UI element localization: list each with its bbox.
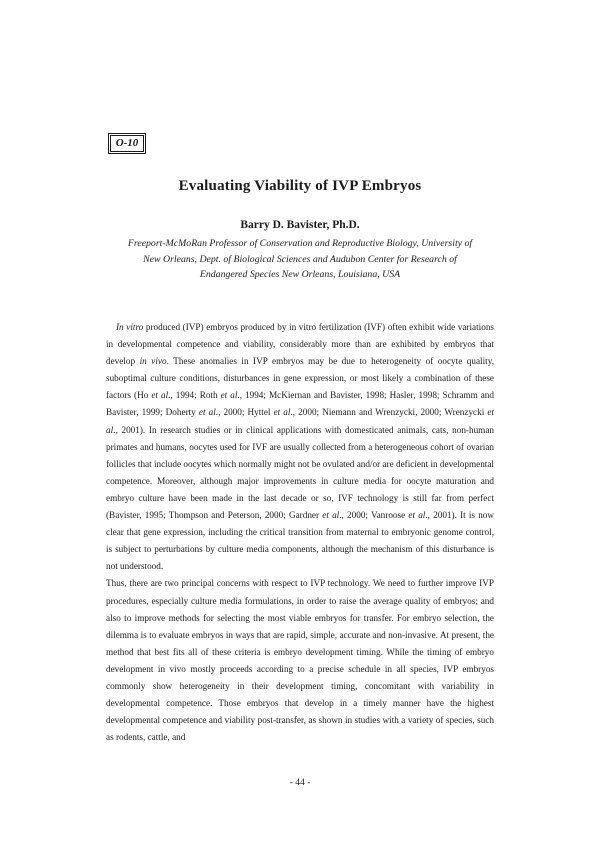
author-affiliation: [110, 236, 490, 283]
affiliation-line: Endangered Species New Orleans, Louisiana, USA: [199, 269, 401, 280]
italic-text-run: et al: [408, 510, 426, 521]
text-run: produced (IVP) embryos produced by in vitro fertilization (IVF) often exhibit wide variations in developmental competence and viability, considerably more than are exhibited by embryos that develop: [106, 322, 494, 367]
italic-text-run: et al: [106, 407, 495, 435]
text-run: ., 2000; Hyttel: [215, 407, 274, 418]
italic-text-run: et al: [220, 390, 238, 401]
abstract-code-label: O-10: [110, 135, 144, 152]
text-run: ., 1994; Roth: [168, 390, 221, 401]
italic-text-run: et al: [322, 510, 340, 521]
affiliation-line: Freeport-McMoRan Professor of Conservation and Reproductive Biology, University of: [127, 238, 473, 249]
italic-text-run: et al: [151, 390, 169, 401]
body-text: [106, 319, 494, 746]
paper-title: Evaluating Viability of IVP Embryos: [178, 178, 422, 194]
affiliation-line: New Orleans, Dept. of Biological Sciences and Audubon Center for Research of: [143, 253, 457, 265]
body-paragraph-1: [106, 319, 494, 575]
text-run: ., 2000; Vanroose: [339, 510, 409, 521]
italic-text-run: et al: [273, 407, 291, 418]
text-run: Thus, there are two principal concerns with respect to IVP technology. We need to further improve IVP procedures, especially culture media formulations, in order to raise the average quality of embryos; and also to improve methods for selecting the most viable embryos for transfer. For embryo selection, the dilemma is to evaluate embryos in ways that are rapid, simple, accurate and non-invasive. At present, the method that best fits all of these criteria is embryo development timing. While the timing of embryo development in vivo mostly proceeds according to a precise schedule in all species, IVP embryos commonly show heterogeneity in their development timing, concomitant with variability in developmental competence. Those embryos that develop in a timely manner have the highest developmental competence and viability post-transfer, as shown in studies with a variety of species, such as rodents, cattle, and: [106, 578, 494, 743]
text-run: ., 2000; Niemann and Wrenzycki, 2000; Wrenzycki: [290, 407, 488, 418]
text-run: ., 2001). In research studies or in clinical applications with domesticated animals, cats, non-human primates and humans, oocytes used for IVF are usually collected from a heterogeneous cohort of ovarian follicles that include oocytes which normally might not be ovulated and/or are deficient in developmental competence. Moreover, although major improvements in culture media for oocyte maturation and embryo culture have been made in the last decade or so, IVF technology is still far from perfect (Bavister, 1995; Thompson and Peterson, 2000; Gardner: [106, 424, 494, 521]
body-paragraph-2: [106, 575, 494, 746]
italic-text-run: In vitro: [116, 322, 144, 332]
italic-text-run: in vivo: [139, 356, 167, 367]
text-run: . These anomalies in IVP embryos may be due to heterogeneity of oocyte quality, suboptimal culture conditions, disturbances in gene expression, or most likely a combination of these factors (Ho: [106, 356, 494, 401]
author-name: Barry D. Bavister, Ph.D.: [240, 219, 360, 231]
text-run: ., 2001). It is now clear that gene expression, including the critical transition from maternal to embryonic genome control, is subject to perturbations by culture media components, although the mechanism of this disturbance is not understood.: [106, 510, 495, 572]
text-run: ., 1994; McKiernan and Bavister, 1998; Hasler, 1998; Schramm and Bavister, 1999; Doherty: [106, 390, 494, 418]
page-number: - 44 -: [289, 778, 311, 788]
italic-text-run: et al: [198, 407, 216, 418]
